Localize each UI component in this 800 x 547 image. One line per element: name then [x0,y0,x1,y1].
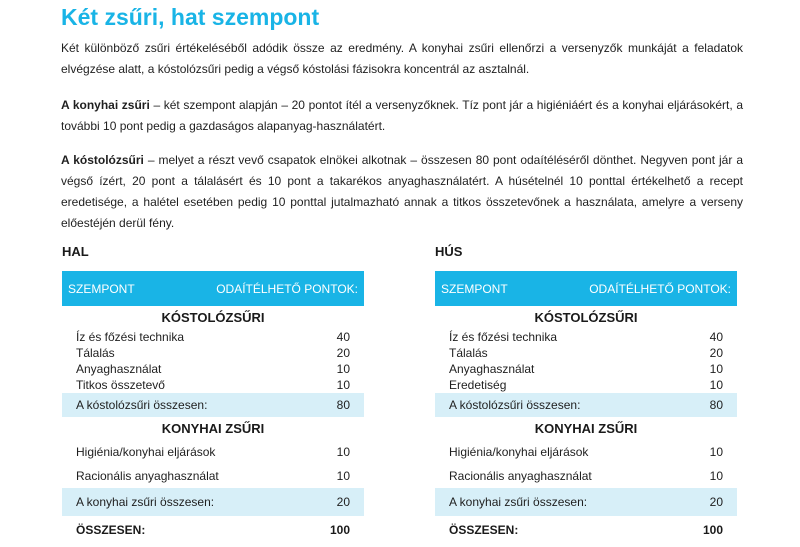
grand-total-row [435,516,737,544]
header-criterion: SZEMPONT [68,281,135,296]
row-label: Tálalás [76,346,115,360]
subtotal-label: A konyhai zsűri összesen: [76,495,215,509]
table-row [435,345,737,361]
row-label: Titkos összetevő [76,378,165,392]
row-label: Eredetiség [449,378,507,392]
row-value: 10 [709,362,723,376]
subtotal-label: A kóstolózsűri összesen: [76,398,208,412]
total-value: 100 [702,523,723,537]
kitchen-section-title: KONYHAI ZSŰRI [435,417,737,440]
row-value: 40 [709,330,723,344]
row-label: Anyaghasználat [449,362,535,376]
row-label: Racionális anyaghasználat [449,469,592,483]
table-row [62,377,364,393]
total-label: ÖSSZESEN: [449,523,519,537]
table-row [435,440,737,464]
meat-scoring-table [435,271,737,544]
tasting-subtotal-row [435,393,737,417]
row-value: 10 [336,362,350,376]
page-title: Két zsűri, hat szempont [61,4,320,30]
kitchen-jury-paragraph [61,95,743,137]
table-row [435,329,737,345]
row-value: 10 [336,378,350,392]
row-value: 20 [336,346,350,360]
table-row [62,464,364,488]
row-value: 10 [336,469,350,483]
kitchen-jury-lead: A konyhai zsűri [61,98,150,112]
row-label: Íz és főzési technika [76,330,185,344]
subtotal-value: 80 [336,398,350,412]
row-label: Íz és főzési technika [449,330,558,344]
table-row [62,329,364,345]
kitchen-jury-text: – két szempont alapján – 20 pontot ítél a versenyzőknek. Tíz pont jár a higiéniáért és a konyhai eljárásokért, a további 10 pont pedig a gazdaságos alapanyag-használatért. [61,98,743,133]
row-label: Higiénia/konyhai eljárások [449,445,589,459]
header-points: ODAÍTÉLHETŐ PONTOK: [589,281,731,296]
table-row [62,361,364,377]
total-label: ÖSSZESEN: [76,523,146,537]
row-value: 10 [709,445,723,459]
row-value: 20 [709,346,723,360]
row-label: Racionális anyaghasználat [76,469,219,483]
table-row [435,464,737,488]
table-row [62,440,364,464]
tasting-section-title: KÓSTOLÓZSŰRI [435,306,737,329]
subtotal-value: 20 [336,495,350,509]
row-label: Higiénia/konyhai eljárások [76,445,216,459]
header-criterion: SZEMPONT [441,281,508,296]
table-row [435,377,737,393]
grand-total-row [62,516,364,544]
subtotal-label: A kóstolózsűri összesen: [449,398,581,412]
kitchen-subtotal-row [62,488,364,516]
subtotal-value: 20 [709,495,723,509]
tasting-jury-lead: A kóstolózsűri [61,153,144,167]
intro-paragraph: Két különböző zsűri értékeléséből adódik össze az eredmény. A konyhai zsűri ellenőrzi a versenyzők munkáját a feladatok elvégzése alatt, a kóstolózsűri pedig a végső kóstolási fázisokra koncentrál az asztalnál. [61,41,743,76]
total-value: 100 [329,523,350,537]
tasting-jury-text: – melyet a részt vevő csapatok elnökei alkotnak – összesen 80 pont odaítéléséről dönthet. Negyven pont jár a végső ízért, 20 pont a tálalásért és 10 pont a takarékos anyaghasználatért. A húsételnél 10 ponttal értékelhető a recept eredetisége, a halétel esetében pedig 10 ponttal jutalmazható annak a titkos összetevőnek a használata, amelyre a verseny előestéjén derül fény. [61,153,743,230]
tasting-subtotal-row [62,393,364,417]
row-value: 10 [336,445,350,459]
header-points: ODAÍTÉLHETŐ PONTOK: [216,281,358,296]
row-value: 10 [709,378,723,392]
tasting-jury-paragraph [61,150,743,234]
meat-table-label: HÚS [435,244,463,259]
subtotal-label: A konyhai zsűri összesen: [449,495,588,509]
fish-table-label: HAL [62,244,89,259]
tasting-section-title: KÓSTOLÓZSŰRI [62,306,364,329]
table-row [435,361,737,377]
row-value: 10 [709,469,723,483]
table-row [62,345,364,361]
kitchen-subtotal-row [435,488,737,516]
row-value: 40 [336,330,350,344]
subtotal-value: 80 [709,398,723,412]
row-label: Tálalás [449,346,488,360]
fish-scoring-table [62,271,364,544]
row-label: Anyaghasználat [76,362,162,376]
table-header [62,271,364,306]
table-header [435,271,737,306]
kitchen-section-title: KONYHAI ZSŰRI [62,417,364,440]
